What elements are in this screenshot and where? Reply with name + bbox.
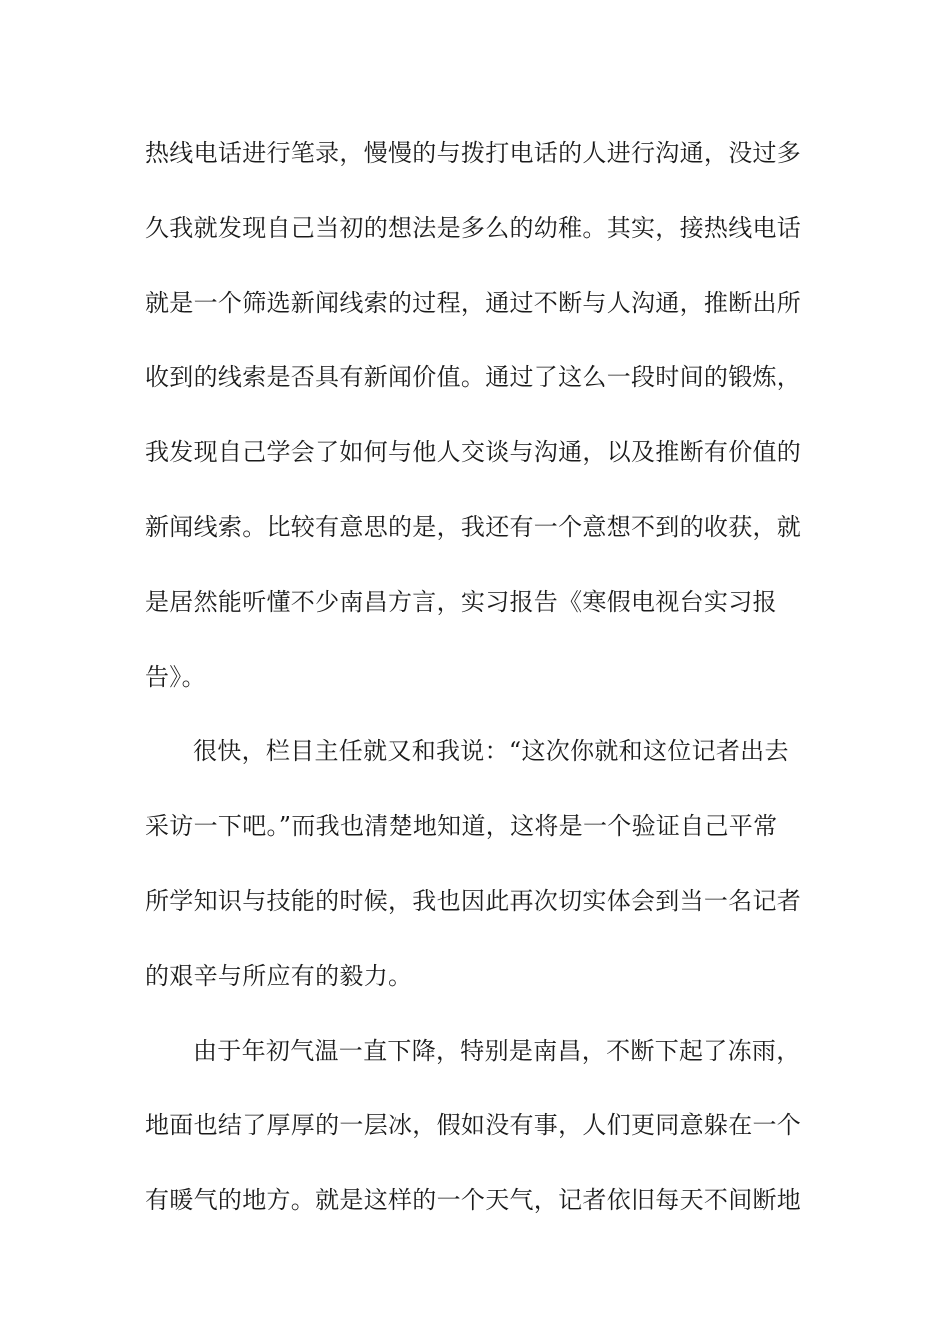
text-line: 久我就发现自己当初的想法是多么的幼稚。其实，接热线电话	[145, 213, 802, 242]
text-line: 就是一个筛选新闻线索的过程，通过不断与人沟通，推断出所	[145, 288, 802, 317]
text-line: 地面也结了厚厚的一层冰，假如没有事，人们更同意躲在一个	[145, 1111, 802, 1140]
text-line: 新闻线索。比较有意思的是，我还有一个意想不到的收获，就	[145, 512, 802, 541]
paragraph-start-line: 很快，栏目主任就又和我说：“这次你就和这位记者出去	[193, 737, 789, 766]
text-line: 热线电话进行笔录，慢慢的与拨打电话的人进行沟通，没过多	[145, 139, 802, 167]
text-line: 所学知识与技能的时候，我也因此再次切实体会到当一名记者	[145, 886, 802, 915]
document-body	[145, 131, 815, 1253]
paragraph-start-line: 由于年初气温一直下降，特别是南昌，不断下起了冻雨，	[193, 1036, 801, 1065]
text-line: 是居然能听懂不少南昌方言，实习报告《寒假电视台实习报	[145, 587, 777, 616]
text-line: 的艰辛与所应有的毅力。	[145, 961, 413, 990]
text-line: 有暖气的地方。就是这样的一个天气，记者依旧每天不间断地	[145, 1186, 802, 1215]
text-line: 告》。	[145, 662, 206, 691]
text-line: 我发现自己学会了如何与他人交谈与沟通，以及推断有价值的	[145, 438, 802, 467]
text-line: 采访一下吧。”而我也清楚地知道，这将是一个验证自己平常	[145, 812, 778, 841]
text-line: 收到的线索是否具有新闻价值。通过了这么一段时间的锻炼，	[145, 363, 802, 392]
